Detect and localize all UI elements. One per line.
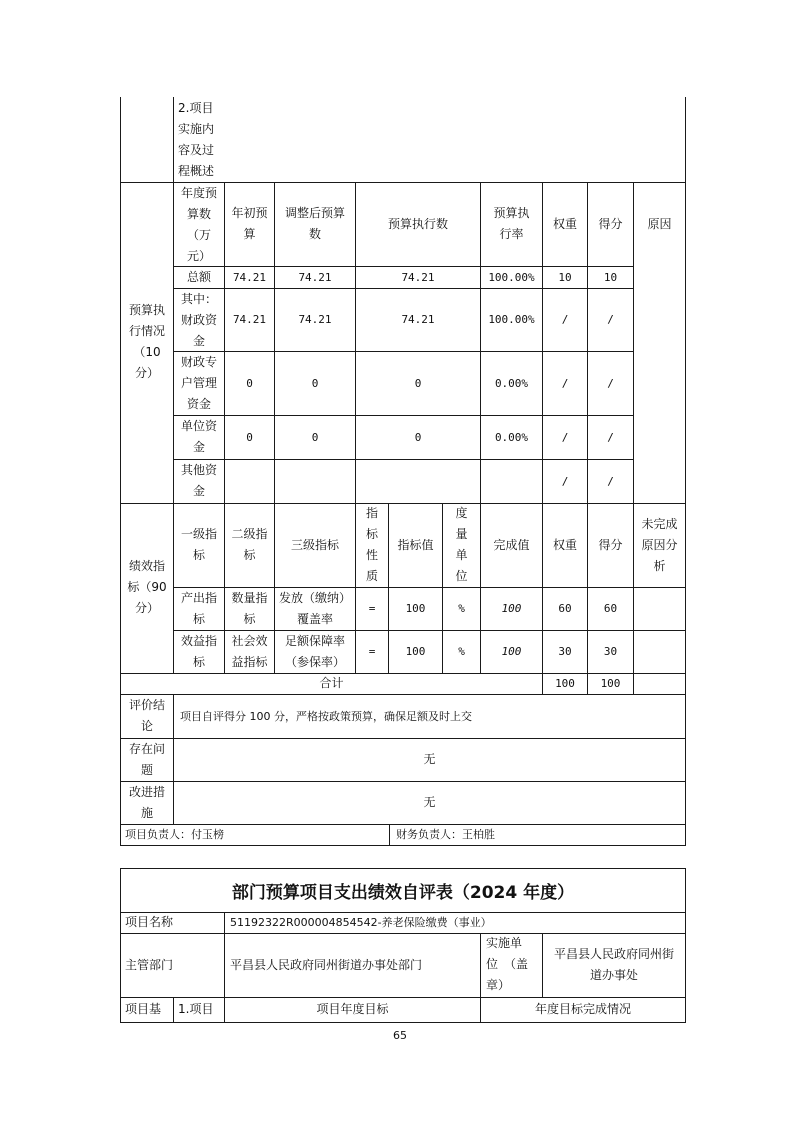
budget-row-label: 财政专 户管理 资金 bbox=[180, 355, 217, 411]
perf-row-l3: 足额保障率 （参保率） bbox=[284, 634, 345, 669]
vline bbox=[633, 182, 634, 695]
page-number: 65 bbox=[393, 1029, 407, 1042]
annual-goal-header: 项目年度目标 bbox=[316, 1002, 389, 1016]
perf-row-l2: 社会效 益指标 bbox=[231, 634, 268, 669]
perf-row-l1: 效益指 标 bbox=[180, 634, 217, 669]
vline bbox=[173, 997, 174, 1023]
hline bbox=[173, 351, 633, 352]
vline bbox=[389, 824, 390, 845]
budget-row-label: 其中： 财政资 金 bbox=[180, 292, 217, 348]
budget-row-initial: 0 bbox=[246, 431, 253, 444]
hline bbox=[120, 781, 686, 782]
budget-row-adjusted: 74.21 bbox=[298, 271, 332, 284]
perf-header-value: 指标值 bbox=[397, 538, 434, 552]
budget-row-initial: 74.21 bbox=[232, 313, 267, 326]
perf-header-l2: 二级指 标 bbox=[231, 527, 268, 562]
perf-header-done: 完成值 bbox=[493, 538, 530, 552]
perf-row-unit: % bbox=[458, 602, 465, 615]
dept: 平昌县人民政府同州街道办事处部门 bbox=[230, 958, 423, 972]
impl-unit: 平昌县人民政府同州街 道办事处 bbox=[553, 947, 674, 982]
budget-row-score: 10 bbox=[603, 271, 618, 284]
perf-row-weight: 30 bbox=[558, 645, 572, 658]
budget-row-weight: 10 bbox=[558, 271, 572, 284]
budget-row-adjusted: 0 bbox=[311, 377, 319, 390]
perf-section-label: 绩效指 标（90 分） bbox=[127, 559, 167, 615]
item-process-label: 2.项目 实施内 容及过 程概述 bbox=[178, 101, 215, 178]
budget-row-executed: 74.21 bbox=[401, 313, 435, 326]
hline bbox=[173, 415, 633, 416]
perf-row-value: 100 bbox=[405, 602, 426, 615]
budget-row-adjusted: 0 bbox=[311, 431, 319, 444]
project-name: 51192322R000004854542-养老保险缴费（事业） bbox=[230, 916, 492, 929]
perf-header-unit: 度 量 单 位 bbox=[455, 506, 468, 583]
budget-row-executed: 0 bbox=[414, 431, 422, 444]
hline bbox=[120, 694, 686, 695]
hline bbox=[120, 997, 686, 998]
perf-row-score: 60 bbox=[603, 602, 618, 615]
perf-row-unit: % bbox=[458, 645, 465, 658]
budget-row-rate: 0.00% bbox=[494, 431, 529, 444]
perf-header-l3: 三级指标 bbox=[290, 538, 339, 552]
total-score: 100 bbox=[600, 677, 621, 690]
perf-row-score: 30 bbox=[603, 645, 618, 658]
header-weight: 权重 bbox=[552, 217, 577, 231]
hline bbox=[120, 933, 686, 934]
project-name-label: 项目名称 bbox=[125, 915, 174, 929]
budget-row-rate: 100.00% bbox=[488, 271, 535, 284]
header-adjusted: 调整后预算 数 bbox=[284, 206, 345, 241]
budget-row-executed: 74.21 bbox=[401, 271, 435, 284]
perf-header-nature: 指 标 性 质 bbox=[365, 506, 378, 583]
header-reason: 原因 bbox=[647, 217, 672, 231]
perf-row-nature: = bbox=[368, 602, 376, 615]
header-executed: 预算执行数 bbox=[387, 217, 448, 231]
item1-label: 1.项目 bbox=[178, 1002, 214, 1016]
dept-label: 主管部门 bbox=[125, 958, 174, 972]
perf-header-weight: 权重 bbox=[552, 538, 577, 552]
hline bbox=[120, 868, 686, 869]
perf-header-score: 得分 bbox=[598, 538, 623, 552]
budget-row-score: / bbox=[607, 475, 614, 488]
budget-row-weight: / bbox=[561, 475, 569, 488]
perf-row-weight: 60 bbox=[558, 602, 572, 615]
budget-row-initial: 0 bbox=[246, 377, 253, 390]
total-weight: 100 bbox=[555, 677, 575, 690]
hline bbox=[120, 738, 686, 739]
perf-row-nature: = bbox=[368, 645, 376, 658]
budget-row-score: / bbox=[607, 377, 614, 390]
perf-row-done: 100 bbox=[501, 602, 522, 615]
table1-border-right bbox=[685, 97, 686, 845]
impl-label: 实施单 位 （盖 章） bbox=[486, 936, 529, 992]
total-label: 合计 bbox=[319, 676, 344, 690]
perf-row-done: 100 bbox=[501, 645, 522, 658]
budget-row-label: 单位资 金 bbox=[180, 419, 217, 454]
vline bbox=[685, 868, 686, 1023]
perf-row-l2: 数量指 标 bbox=[231, 591, 268, 626]
measures-text: 无 bbox=[423, 795, 436, 809]
budget-row-label: 总额 bbox=[186, 270, 211, 284]
hline bbox=[120, 1022, 686, 1023]
hline bbox=[173, 459, 633, 460]
budget-section-label: 预算执 行情况 （10 分） bbox=[128, 303, 165, 380]
budget-row-score: / bbox=[607, 313, 614, 326]
conclusion-label: 评价结 论 bbox=[128, 698, 165, 733]
perf-row-l3: 发放（缴纳） 覆盖率 bbox=[278, 591, 351, 626]
perf-row-value: 100 bbox=[405, 645, 426, 658]
project-lead: 项目负责人：付玉榜 bbox=[125, 828, 224, 841]
problems-text: 无 bbox=[423, 752, 436, 766]
header-annual-budget: 年度预 算数 （万 元） bbox=[180, 186, 217, 263]
perf-header-reason: 未完成 原因分 析 bbox=[641, 517, 678, 573]
hline bbox=[173, 288, 633, 289]
budget-row-score: / bbox=[607, 431, 614, 444]
hline bbox=[120, 503, 686, 504]
budget-row-executed: 0 bbox=[414, 377, 422, 390]
conclusion-text: 项目自评得分 100 分，严格按政策预算，确保足额及时上交 bbox=[180, 710, 472, 723]
budget-row-weight: / bbox=[561, 431, 569, 444]
budget-row-weight: / bbox=[561, 313, 569, 326]
finance-lead: 财务负责人：王柏胜 bbox=[396, 828, 495, 841]
header-rate: 预算执 行率 bbox=[493, 206, 530, 241]
header-initial: 年初预 算 bbox=[231, 206, 268, 241]
perf-header-l1: 一级指 标 bbox=[180, 527, 217, 562]
perf-row-l1: 产出指 标 bbox=[180, 591, 217, 626]
basic-label: 项目基 bbox=[125, 1002, 162, 1016]
header-score: 得分 bbox=[598, 217, 623, 231]
budget-row-adjusted: 74.21 bbox=[298, 313, 332, 326]
table2-title: 部门预算项目支出绩效自评表（2024 年度） bbox=[231, 883, 575, 903]
budget-row-rate: 0.00% bbox=[494, 377, 529, 390]
problems-label: 存在问 题 bbox=[128, 742, 165, 777]
measures-label: 改进措 施 bbox=[128, 785, 165, 820]
hline bbox=[120, 845, 686, 846]
budget-row-initial: 74.21 bbox=[232, 271, 267, 284]
completion-header: 年度目标完成情况 bbox=[534, 1002, 631, 1016]
budget-row-label: 其他资 金 bbox=[180, 463, 217, 498]
budget-row-rate: 100.00% bbox=[488, 313, 535, 326]
budget-row-weight: / bbox=[561, 377, 569, 390]
